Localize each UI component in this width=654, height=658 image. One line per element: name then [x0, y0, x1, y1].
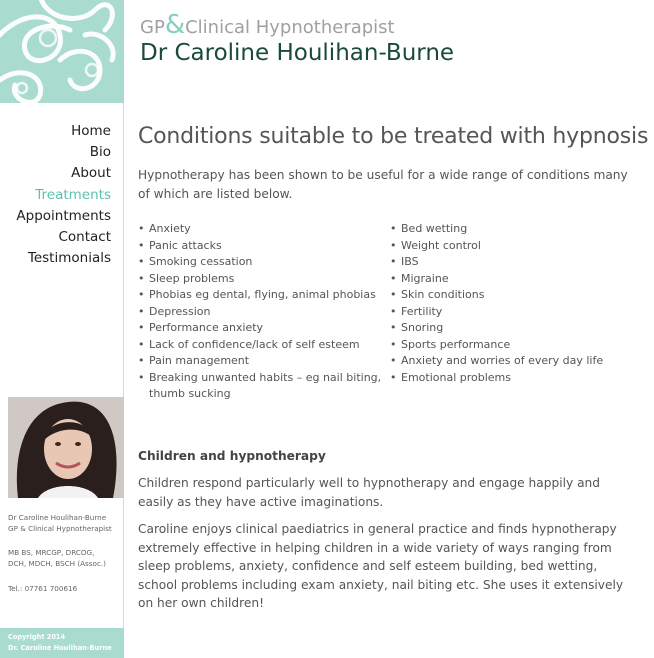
list-item: • Bed wetting [390, 221, 638, 238]
sidebar-footer [0, 628, 124, 658]
main-content [138, 122, 649, 613]
list-item: • IBS [390, 254, 638, 271]
site-tagline [140, 12, 454, 41]
list-item: • Depression [138, 304, 383, 321]
list-item: • Sleep problems [138, 271, 383, 288]
credentials-line-2: DCH, MDCH, BSCH (Assoc.) [8, 558, 106, 568]
swirl-decoration-icon [0, 0, 124, 103]
portrait-photo [8, 397, 124, 498]
tagline-gp: GP [140, 17, 165, 38]
list-item: • Anxiety and worries of every day life [390, 353, 638, 370]
list-item: • Smoking cessation [138, 254, 383, 271]
list-item: • Skin conditions [390, 287, 638, 304]
list-item: • Performance anxiety [138, 320, 383, 337]
logo-swirl [0, 0, 124, 103]
list-item: • Breaking unwanted habits – eg nail biting, thumb sucking [138, 370, 383, 403]
nav-item-contact[interactable]: Contact [58, 229, 111, 246]
list-item: • Phobias eg dental, flying, animal phobias [138, 287, 383, 304]
list-item: • Migraine [390, 271, 638, 288]
list-item: • Sports performance [390, 337, 638, 354]
credentials-line-1: MB BS, MRCGP, DRCOG, [8, 548, 95, 557]
list-item: • Lack of confidence/lack of self esteem [138, 337, 383, 354]
sidebar-bio-name [8, 513, 123, 534]
list-item: • Snoring [390, 320, 638, 337]
bio-name-line: Dr Caroline Houlihan-Burne [8, 513, 107, 522]
children-heading: Children and hypnotherapy [138, 449, 326, 463]
conditions-lists [138, 221, 638, 411]
main-nav [16, 121, 111, 269]
intro-paragraph: Hypnotherapy has been shown to be useful for a wide range of conditions many of which are listed below. [138, 168, 628, 201]
copyright-line: Copyright 2014 [8, 633, 66, 641]
nav-item-about[interactable]: About [71, 165, 111, 182]
list-item: • Emotional problems [390, 370, 638, 387]
children-paragraph-1: Children respond particularly well to hypnotherapy and engage happily and easily as they have active imaginations. [138, 476, 601, 509]
children-paragraph-2: Caroline enjoys clinical paediatrics in general practice and finds hypnotherapy extremely effective in helping children in a wide variety of ways ranging from sleep problems, anxiety, confidence and self esteem building, bed wetting, school problems including exam anxiety, nail biting etc. She uses it extensively on her own children! [138, 522, 624, 610]
page-title: Conditions suitable to be treated with hypnosis [138, 124, 649, 149]
conditions-list-left [138, 221, 383, 403]
tagline-rest: Clinical Hypnotherapist [185, 17, 395, 38]
sidebar-credentials [8, 548, 123, 569]
site-title[interactable]: Dr Caroline Houlihan-Burne [140, 40, 455, 66]
copyright-owner: Dr. Caroline Houlihan-Burne [8, 643, 112, 652]
bio-title-line: GP & Clinical Hypnotherapist [8, 523, 112, 533]
sidebar-telephone: Tel.: 07761 700616 [8, 584, 78, 593]
doctor-portrait [8, 397, 124, 498]
list-item: • Pain management [138, 353, 383, 370]
sidebar [0, 0, 124, 658]
nav-item-appointments[interactable]: Appointments [16, 207, 111, 224]
nav-item-home[interactable]: Home [71, 123, 111, 139]
list-item: • Panic attacks [138, 238, 383, 255]
nav-item-bio[interactable]: Bio [89, 144, 111, 161]
list-item: • Fertility [390, 304, 638, 321]
tagline-ampersand: & [164, 10, 186, 40]
list-item: • Weight control [390, 238, 638, 255]
conditions-list-right [390, 221, 638, 386]
site-header [140, 12, 454, 67]
nav-item-testimonials[interactable]: Testimonials [27, 250, 111, 267]
nav-item-treatments[interactable]: Treatments [35, 186, 111, 203]
list-item: • Anxiety [138, 221, 383, 238]
